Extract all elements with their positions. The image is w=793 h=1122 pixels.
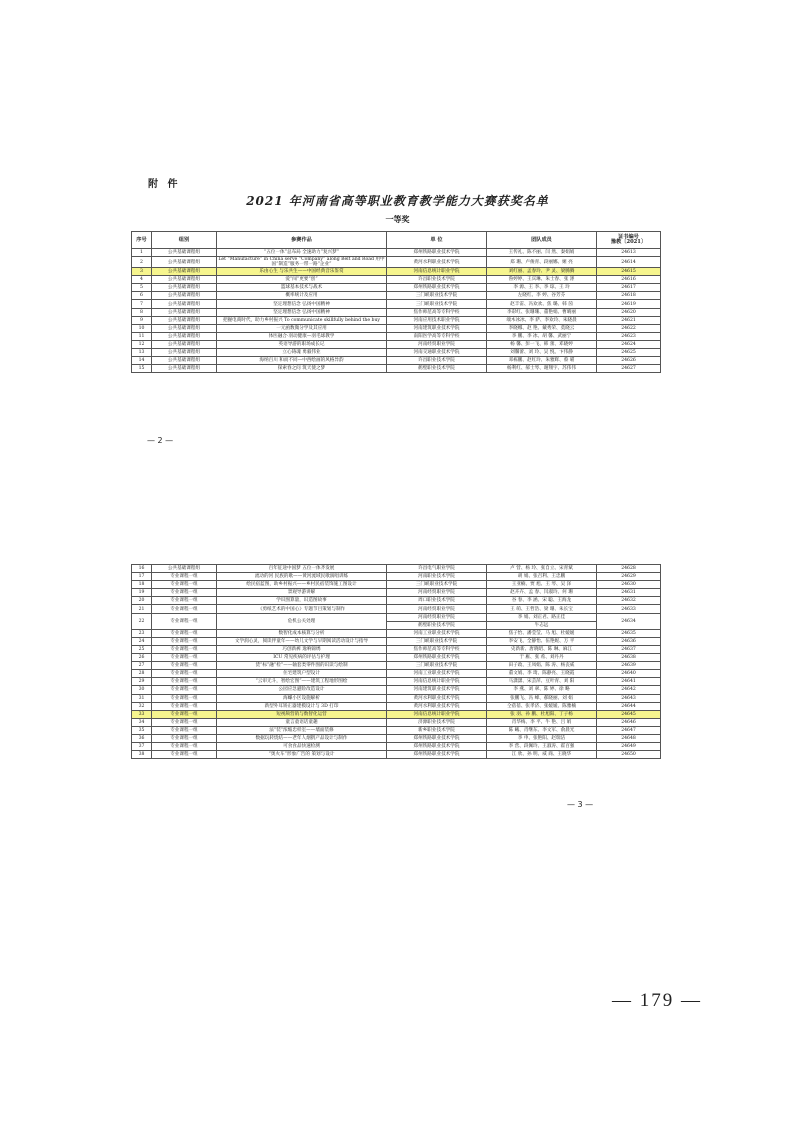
cell-work: 体医融合·羽动健康—羽毛球教学 [217, 332, 387, 340]
cell-work: 住宅建筑户型设计 [217, 670, 387, 678]
cell-unit: 三门峡职业技术学院 [387, 662, 487, 670]
cell-group: 专业课程一组 [152, 694, 217, 702]
cell-cert: 24645 [597, 710, 661, 718]
cell-unit: 三门峡职业技术学院 [387, 300, 487, 308]
cell-cert: 24617 [597, 284, 661, 292]
cell-no: 10 [132, 324, 152, 332]
cell-team: 赵丰雷、冯欢欢、焦 璐、韩 茵 [487, 300, 597, 308]
cell-unit: 新乡职业技术学院 [387, 726, 487, 734]
cell-work: 可食食品快速检测 [217, 743, 387, 751]
cell-cert: 24641 [597, 678, 661, 686]
cell-no: 1 [132, 249, 152, 257]
table-row [132, 276, 661, 284]
cell-cert: 24640 [597, 670, 661, 678]
cell-no: 21 [132, 605, 152, 613]
table-row [132, 654, 661, 662]
cell-team: 史新新、唐晓昭、陈 琳、麻江 [487, 645, 597, 653]
cell-work: 危机公关处理 [217, 613, 387, 629]
cell-group: 专业课程一组 [152, 605, 217, 613]
cell-team: 李 申、张艳阳、赵瑞洁 [487, 734, 597, 742]
table-row [132, 349, 661, 357]
cell-team: 鲁婷婷、王宾琳、朱士春、张 涤 [487, 276, 597, 284]
cell-group: 专业课程一组 [152, 678, 217, 686]
cell-no: 25 [132, 645, 152, 653]
cell-work: 探索春之问 筑天使之梦 [217, 365, 387, 373]
cell-no: 28 [132, 670, 152, 678]
cell-group: 专业课程一组 [152, 702, 217, 710]
cell-team: 杨利红、郝士琴、谢翔宇、苏伟伟 [487, 365, 597, 373]
cell-unit: 河南建筑职业技术学院 [387, 686, 487, 694]
cell-cert: 24614 [597, 257, 661, 268]
cell-unit: 郑州铁路职业技术学院 [387, 743, 487, 751]
cell-unit: 鹤壁职业技术学院 [387, 365, 487, 373]
table-row [132, 324, 661, 332]
table-row [132, 565, 661, 573]
table-row [132, 605, 661, 613]
cell-unit: 焦作师范高等专科学校 [387, 308, 487, 316]
cell-group: 专业课程一组 [152, 743, 217, 751]
cell-work: 坚定理想信念 弘扬中国精神 [217, 300, 387, 308]
cell-team: 张 羽、孙 鹏、杜旭阳、丁子杨 [487, 710, 597, 718]
cell-no: 5 [132, 284, 152, 292]
table-row [132, 316, 661, 324]
cell-work: Let “Manufacture” in China serve “Company” along Belt and Road 用中国“制造”服务一带一路“企业” [218, 257, 385, 268]
cell-cert: 24646 [597, 718, 661, 726]
table-row [132, 581, 661, 589]
cell-cert: 24628 [597, 565, 661, 573]
page-number-179: — 179 — [612, 990, 702, 1011]
cell-work: 百年征途中国梦 五位一体齐发展 [217, 565, 387, 573]
table1-body [132, 249, 661, 373]
cell-group: 专业课程一组 [152, 645, 217, 653]
page-number-3: — 3 — [567, 800, 594, 809]
cell-team: 王 萌、王哲浩、梁 珊、朱长宝 [487, 605, 597, 613]
cell-group: 专业课程一组 [152, 637, 217, 645]
cell-group: 公共基础课程组 [152, 276, 217, 284]
table-row [132, 365, 661, 373]
cell-group: 公共基础课程组 [152, 365, 217, 373]
table-row [132, 743, 661, 751]
cell-unit: 河南交通职业技术学院 [387, 349, 487, 357]
cell-no: 19 [132, 589, 152, 597]
cell-no: 33 [132, 710, 152, 718]
cell-cert: 24650 [597, 751, 661, 759]
award-level: 一等奖 [385, 214, 410, 224]
page-number-2: — 2 — [147, 436, 174, 445]
cell-group: 专业课程一组 [152, 589, 217, 597]
cell-unit: 郑州铁路职业技术学院 [387, 734, 487, 742]
table-row [132, 734, 661, 742]
table-row [132, 678, 661, 686]
cell-unit: 河南信息统计职业学院 [387, 268, 487, 276]
cell-group: 公共基础课程组 [152, 268, 217, 276]
cell-unit: 河南职业技术学院 [387, 573, 487, 581]
cell-group: 公共基础课程组 [152, 284, 217, 292]
cell-work: 把握电商时代，助力乡村振兴 To communicate skillfully behind the buy [217, 316, 387, 324]
cell-no: 26 [132, 654, 152, 662]
cell-team: 刘红丽、孟春玲、尹 灵、梁腾腾 [487, 268, 597, 276]
cell-unit: 郑州铁路职业技术学院 [387, 249, 487, 257]
cell-team: 郑 珊、卢俊青、段丽娜、姬 亮 [487, 257, 597, 268]
cell-team: 李安飞、全静怡、伍艳妮、万 平 [487, 637, 597, 645]
cell-unit: 焦作师范高等专科学校 [387, 645, 487, 653]
cell-cert: 24613 [597, 249, 661, 257]
cell-group: 公共基础课程组 [152, 332, 217, 340]
cell-no: 23 [132, 629, 152, 637]
cell-cert: 24629 [597, 573, 661, 581]
cell-no: 14 [132, 357, 152, 365]
cell-unit: 河南经贸职业学院 [387, 605, 487, 613]
cell-work: 童言童语话童趣 [217, 718, 387, 726]
cell-group: 专业课程一组 [152, 710, 217, 718]
cell-work: 篮球基本技术与战术 [217, 284, 387, 292]
table-row [132, 268, 661, 276]
cell-no: 9 [132, 316, 152, 324]
cell-work: 景观导游讲解 [217, 589, 387, 597]
cell-unit: 三门峡职业技术学院 [387, 637, 487, 645]
awards-table-continued [131, 564, 661, 759]
table-row [132, 308, 661, 316]
header-no: 序号 [132, 232, 152, 249]
cell-cert: 24649 [597, 743, 661, 751]
cell-cert: 24622 [597, 324, 661, 332]
cell-unit: 河南经贸职业学院 [387, 589, 487, 597]
cell-no: 8 [132, 308, 152, 316]
table-row [132, 332, 661, 340]
cell-team: 邓栋鹏、赵红玲、朱雅辉、蔡 喵 [487, 357, 597, 365]
table-row [132, 710, 661, 718]
cell-work: 概率统计及应用 [217, 292, 387, 300]
cell-team: 牛志远 [487, 621, 597, 629]
cell-unit: 河南经贸职业学院 [387, 613, 487, 621]
cell-work: 海螺小区设施解析 [217, 694, 387, 702]
cell-unit: 河南信息统计职业学院 [387, 710, 487, 718]
cell-work: 学识图算量，识造图故事 [217, 597, 387, 605]
cell-group: 公共基础课程组 [152, 565, 217, 573]
cell-no: 27 [132, 662, 152, 670]
cell-team: 李 鹏、李 冰、胡 馨、武丽宁 [487, 332, 597, 340]
cell-unit: 郑州铁路职业技术学院 [387, 284, 487, 292]
cell-work: “云审无斗，智绘宏图”——建筑工程地形图绘 [217, 678, 387, 686]
cell-unit: 黄河水利职业技术学院 [387, 257, 487, 268]
cell-no: 32 [132, 702, 152, 710]
cell-work: 绘民宿蓝图，助乡村振兴——乡村民宿装饰施工图设计 [217, 581, 387, 589]
cell-cert: 24616 [597, 276, 661, 284]
cell-no: 7 [132, 300, 152, 308]
header-group: 组别 [152, 232, 217, 249]
cell-no: 11 [132, 332, 152, 340]
cell-team: 李 燕、刘 翠、陈 婷、徐 略 [487, 686, 597, 694]
cell-team: 李 营、段佩玲、王淑涛、霍百强 [487, 743, 597, 751]
cell-no: 16 [132, 565, 152, 573]
cell-unit: 河南信息统计职业学院 [387, 678, 487, 686]
table-row [132, 751, 661, 759]
cell-group: 专业课程一组 [152, 629, 217, 637]
cell-unit: 许昌职业技术学院 [387, 357, 487, 365]
cell-no: 36 [132, 734, 152, 742]
cell-team: 卢 营、杨 玲、张自立、宋青斌 [487, 565, 597, 573]
cell-work: 爱“闯”更要“创” [217, 276, 387, 284]
cell-work: ICU 常见疾病的评估与护理 [217, 654, 387, 662]
cell-no: 30 [132, 686, 152, 694]
header-work: 参赛作品 [217, 232, 387, 249]
cell-no: 24 [132, 637, 152, 645]
cell-cert: 24637 [597, 645, 661, 653]
cell-no: 29 [132, 678, 152, 686]
cell-group: 公共基础课程组 [152, 249, 217, 257]
cell-cert: 24626 [597, 357, 661, 365]
cell-unit: 河南经贸职业学院 [387, 340, 487, 348]
cell-group: 专业课程一组 [152, 734, 217, 742]
cell-cert: 24621 [597, 316, 661, 324]
cell-unit: 南阳医学高等专科学校 [387, 332, 487, 340]
cell-work: 英语导游的职场成长记 [217, 340, 387, 348]
cell-team: 李彩红、张珊珊、董艳娟、曹晴丽 [487, 308, 597, 316]
cell-cert: 24642 [597, 686, 661, 694]
cell-team: 董文娟、李 琦、陈静亮、王晓霞 [487, 670, 597, 678]
cell-team: 李 娟、刘正君、路正佳 [487, 613, 597, 621]
cell-cert: 24635 [597, 629, 661, 637]
table-row [132, 613, 661, 621]
cell-work: “奥火车”形象广告的 策划与设计 [217, 751, 387, 759]
cell-unit: 许昌电气职业学院 [387, 565, 487, 573]
cell-no: 12 [132, 340, 152, 348]
cell-group: 公共基础课程组 [152, 300, 217, 308]
table-row [132, 662, 661, 670]
cell-work: 乐由心生 与乐共生——中国经典音乐鉴赏 [217, 268, 387, 276]
cell-no: 34 [132, 718, 152, 726]
cell-cert: 24633 [597, 605, 661, 613]
cell-unit: 鹤壁职业技术学院 [387, 621, 487, 629]
table-row [132, 718, 661, 726]
cell-team: 焦子怡、潘莹莹、马 旭、杜媛媛 [487, 629, 597, 637]
table-row [132, 597, 661, 605]
cell-group: 专业课程一组 [152, 662, 217, 670]
cell-team: 李晓娜、赵 艳、戴秀荣、莫晓云 [487, 324, 597, 332]
cell-no: 35 [132, 726, 152, 734]
cell-no: 22 [132, 613, 152, 629]
cell-team: 江 欣、孙 明、威 商、王晓华 [487, 751, 597, 759]
cell-group: 公共基础课程组 [152, 308, 217, 316]
cell-unit: 济源职业技术学院 [387, 718, 487, 726]
cell-unit: 三门峡职业技术学院 [387, 581, 487, 589]
cell-work: 数智化成本核算与分析 [217, 629, 387, 637]
cell-cert: 24648 [597, 734, 661, 742]
cell-group: 专业课程一组 [152, 686, 217, 694]
cell-unit: 周口职业技术学院 [387, 597, 487, 605]
cell-cert: 24638 [597, 654, 661, 662]
cell-work: 海纳百川 和而不同—中西绘画的风格异韵 [217, 357, 387, 365]
table-row [132, 645, 661, 653]
table-row [132, 357, 661, 365]
cell-team: 王亚楠、贾 旭、王 琴、吴 泽 [487, 581, 597, 589]
table-row [132, 726, 661, 734]
cell-group: 专业课程一组 [152, 654, 217, 662]
cell-cert: 24631 [597, 589, 661, 597]
cell-group: 专业课程一组 [152, 751, 217, 759]
cell-group: 专业课程一组 [152, 573, 217, 581]
cell-unit: 郑州铁路职业技术学院 [387, 654, 487, 662]
table-row [132, 300, 661, 308]
cell-unit: 三门峡职业技术学院 [387, 292, 487, 300]
cell-cert: 24644 [597, 702, 661, 710]
cell-no: 18 [132, 581, 152, 589]
cell-unit: 河南工业职业技术学院 [387, 670, 487, 678]
cell-group: 公共基础课程组 [152, 316, 217, 324]
document-title: 2021 年河南省高等职业教育教学能力大赛获奖名单 [246, 194, 549, 208]
cell-group: 公共基础课程组 [152, 349, 217, 357]
table2-body [132, 565, 661, 759]
cell-work: 巧创新裤 逸响锦绣 [217, 645, 387, 653]
cell-unit: 许昌职业技术学院 [387, 276, 487, 284]
cell-cert: 24630 [597, 581, 661, 589]
cell-no: 37 [132, 743, 152, 751]
cell-work: 立心铸魂 勇毅伟业 [217, 349, 387, 357]
cell-group: 专业课程一组 [152, 718, 217, 726]
cell-team: 胡 娟、张召利、王忠鹏 [487, 573, 597, 581]
awards-table-first-prize [131, 231, 661, 373]
cell-no: 4 [132, 276, 152, 284]
attachment-label: 附 件 [148, 179, 181, 190]
cell-unit: 河南工业职业技术学院 [387, 629, 487, 637]
table-row [132, 629, 661, 637]
cell-no: 31 [132, 694, 152, 702]
cell-team: 刘馨蕾、刘 玲、吴 悦、卞伟静 [487, 349, 597, 357]
cell-group: 专业课程一组 [152, 597, 217, 605]
cell-team: 李 源、王 李、李 琼、王 玲 [487, 284, 597, 292]
cell-team: 肖华梅、李 平、牛 艳、吕 娟 [487, 718, 597, 726]
cell-no: 20 [132, 597, 152, 605]
cell-team: 马潇潇、宋芸萍、豆叶青、刘 阳 [487, 678, 597, 686]
cell-cert: 24624 [597, 340, 661, 348]
cell-team: 王传礼、陈不丽、闫 然、秦娟娟 [487, 249, 597, 257]
table-row [132, 670, 661, 678]
cell-work: 货“标”融“检”——轴套类零件图的识读与绘制 [217, 662, 387, 670]
cell-cert: 24636 [597, 637, 661, 645]
cell-no: 6 [132, 292, 152, 300]
cell-cert: 24627 [597, 365, 661, 373]
cell-no: 17 [132, 573, 152, 581]
cell-team: 谷 春、李 涵、宋 聪、王海龙 [487, 597, 597, 605]
cell-work: “五位一体”总布局 全速助力“复兴梦” [217, 249, 387, 257]
cell-cert: 24643 [597, 694, 661, 702]
cell-team: 张鹏飞、冯 峰、郝晓丽、刘 娟 [487, 694, 597, 702]
cell-work: 坚定理想信念 弘扬中国精神 [217, 308, 387, 316]
cell-no: 2 [132, 257, 152, 268]
cell-work: 公园应急避险改造设计 [217, 686, 387, 694]
cell-cert: 24619 [597, 300, 661, 308]
cell-unit: 黄河水利职业技术学院 [387, 702, 487, 710]
table-row [132, 573, 661, 581]
cell-unit: 河南建筑职业技术学院 [387, 324, 487, 332]
cell-group: 专业课程一组 [152, 726, 217, 734]
table-row [132, 257, 661, 268]
table-row [132, 249, 661, 257]
cell-cert: 24647 [597, 726, 661, 734]
cell-team: 左晓红、李 婷、谷芳芬 [487, 292, 597, 300]
cell-team: 陈 曦、肖继东、李文军、俞晨光 [487, 726, 597, 734]
cell-work: 短视频营销与数智化运营 [217, 710, 387, 718]
cell-work: 流动的河 民族的歌——黄河流域民歌演唱训练 [217, 573, 387, 581]
table-row [132, 284, 661, 292]
cell-team: 于 雁、张 希、刘丹丹 [487, 654, 597, 662]
table-row [132, 637, 661, 645]
cell-group: 专业课程一组 [152, 581, 217, 589]
cell-group: 专业课程一组 [152, 613, 217, 629]
cell-no: 3 [132, 268, 152, 276]
cell-unit: 黄河水利职业技术学院 [387, 694, 487, 702]
table-row [132, 340, 661, 348]
cell-work: 一元函数微分学及其应用 [217, 324, 387, 332]
cell-group: 公共基础课程组 [152, 257, 217, 268]
header-cert: 证书编号 豫教〔2021〕 [597, 232, 661, 249]
table-row [132, 694, 661, 702]
table-row [132, 702, 661, 710]
cell-group: 公共基础课程组 [152, 292, 217, 300]
table-row [132, 292, 661, 300]
cell-cert: 24615 [597, 268, 661, 276]
cell-work: 数据玩转烧结——老年人烟猬产品设计与制作 [217, 734, 387, 742]
cell-team: 端木冰冰、李 萨、李欢玲、朱晓晨 [487, 316, 597, 324]
cell-cert: 24620 [597, 308, 661, 316]
cell-team: 赵卉卉、孟 春、闫淑玲、何 珊 [487, 589, 597, 597]
cell-cert: 24618 [597, 292, 661, 300]
cell-group: 专业课程一组 [152, 670, 217, 678]
cell-work: 新型外耳矫正器建模设计与 3D 打印 [217, 702, 387, 710]
cell-group: 公共基础课程组 [152, 340, 217, 348]
cell-unit: 河南应用技术职业学院 [387, 316, 487, 324]
cell-cert: 24639 [597, 662, 661, 670]
cell-no: 38 [132, 751, 152, 759]
cell-group: 公共基础课程组 [152, 324, 217, 332]
cell-cert: 24634 [597, 613, 661, 629]
cell-unit: 郑州铁路职业技术学院 [387, 751, 487, 759]
cell-team: 仝蓓蓓、张孝济、张媛媛、陈雅楠 [487, 702, 597, 710]
cell-group: 公共基础课程组 [152, 357, 217, 365]
cell-work: 法“装”浓缩忠样室——墙面装修 [217, 726, 387, 734]
cell-cert: 24625 [597, 349, 661, 357]
cell-cert: 24632 [597, 597, 661, 605]
table-row [132, 686, 661, 694]
header-team: 团队成员 [487, 232, 597, 249]
cell-team: 杨 馨、彭一飞、韩 蕾、邓晓婷 [487, 340, 597, 348]
table-row [132, 589, 661, 597]
cell-cert: 24623 [597, 332, 661, 340]
cell-work: 《剪纸艺术的中国心》专题节目策划与制作 [217, 605, 387, 613]
cell-team: 田子政、王凤娟、陈 涛、杨丧威 [487, 662, 597, 670]
cell-work: 文学润心灵，阅读伴童年——幼儿文学与早期阅读活动设计与指导 [217, 637, 387, 645]
cell-no: 13 [132, 349, 152, 357]
header-unit: 单 位 [387, 232, 487, 249]
cell-no: 15 [132, 365, 152, 373]
